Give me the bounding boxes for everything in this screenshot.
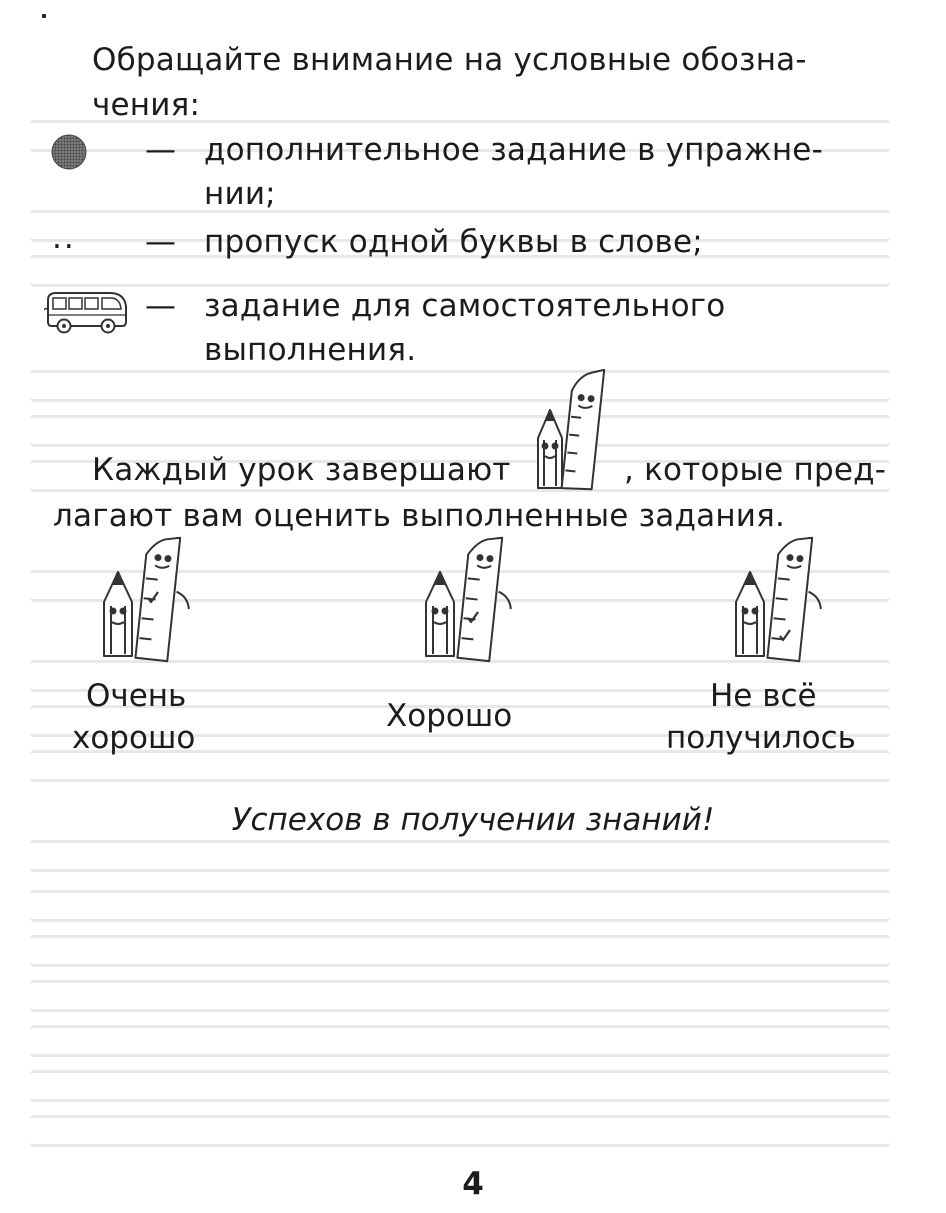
rating-label: Очень xyxy=(86,678,187,714)
legend-dash: — xyxy=(145,224,176,260)
closing-line-1a: Каждый урок завершают xyxy=(92,452,511,488)
print-speck xyxy=(42,14,46,18)
legend-item-extra-task xyxy=(0,130,946,220)
legend-text: задание для самостоятельного xyxy=(204,288,726,324)
intro-line-1: Обращайте внимание на условные обозна- xyxy=(92,42,807,78)
closing-wish: Успехов в получении знаний! xyxy=(231,802,715,838)
intro-line-2: чения: xyxy=(92,87,201,123)
closing-line-1b: , которые пред- xyxy=(624,452,887,488)
legend-text-cont: выполнения. xyxy=(204,332,417,368)
rating-label-cont: хорошо xyxy=(72,720,196,756)
pencil-ruler-icon xyxy=(420,536,520,666)
legend-dash: — xyxy=(145,132,176,168)
rating-label-cont: получилось xyxy=(666,720,856,756)
pencil-ruler-icon xyxy=(98,536,198,666)
rating-label: Хорошо xyxy=(386,698,513,734)
legend-text-cont: нии; xyxy=(204,176,276,212)
double-dot-icon: .. xyxy=(52,220,76,256)
legend-dash: — xyxy=(145,288,176,324)
bus-icon xyxy=(44,288,130,334)
rating-label: Не всё xyxy=(710,678,817,714)
legend-text: пропуск одной буквы в слове; xyxy=(204,224,703,260)
legend-text: дополнительное задание в упражне- xyxy=(204,132,823,168)
gray-circle-icon xyxy=(45,134,93,170)
page-number: 4 xyxy=(462,1166,484,1202)
pencil-ruler-icon xyxy=(730,536,830,666)
closing-line-2: лагают вам оценить выполненные задания. xyxy=(53,498,786,534)
legend-item-independent-task xyxy=(0,286,946,376)
pencil-ruler-icon xyxy=(510,368,630,498)
